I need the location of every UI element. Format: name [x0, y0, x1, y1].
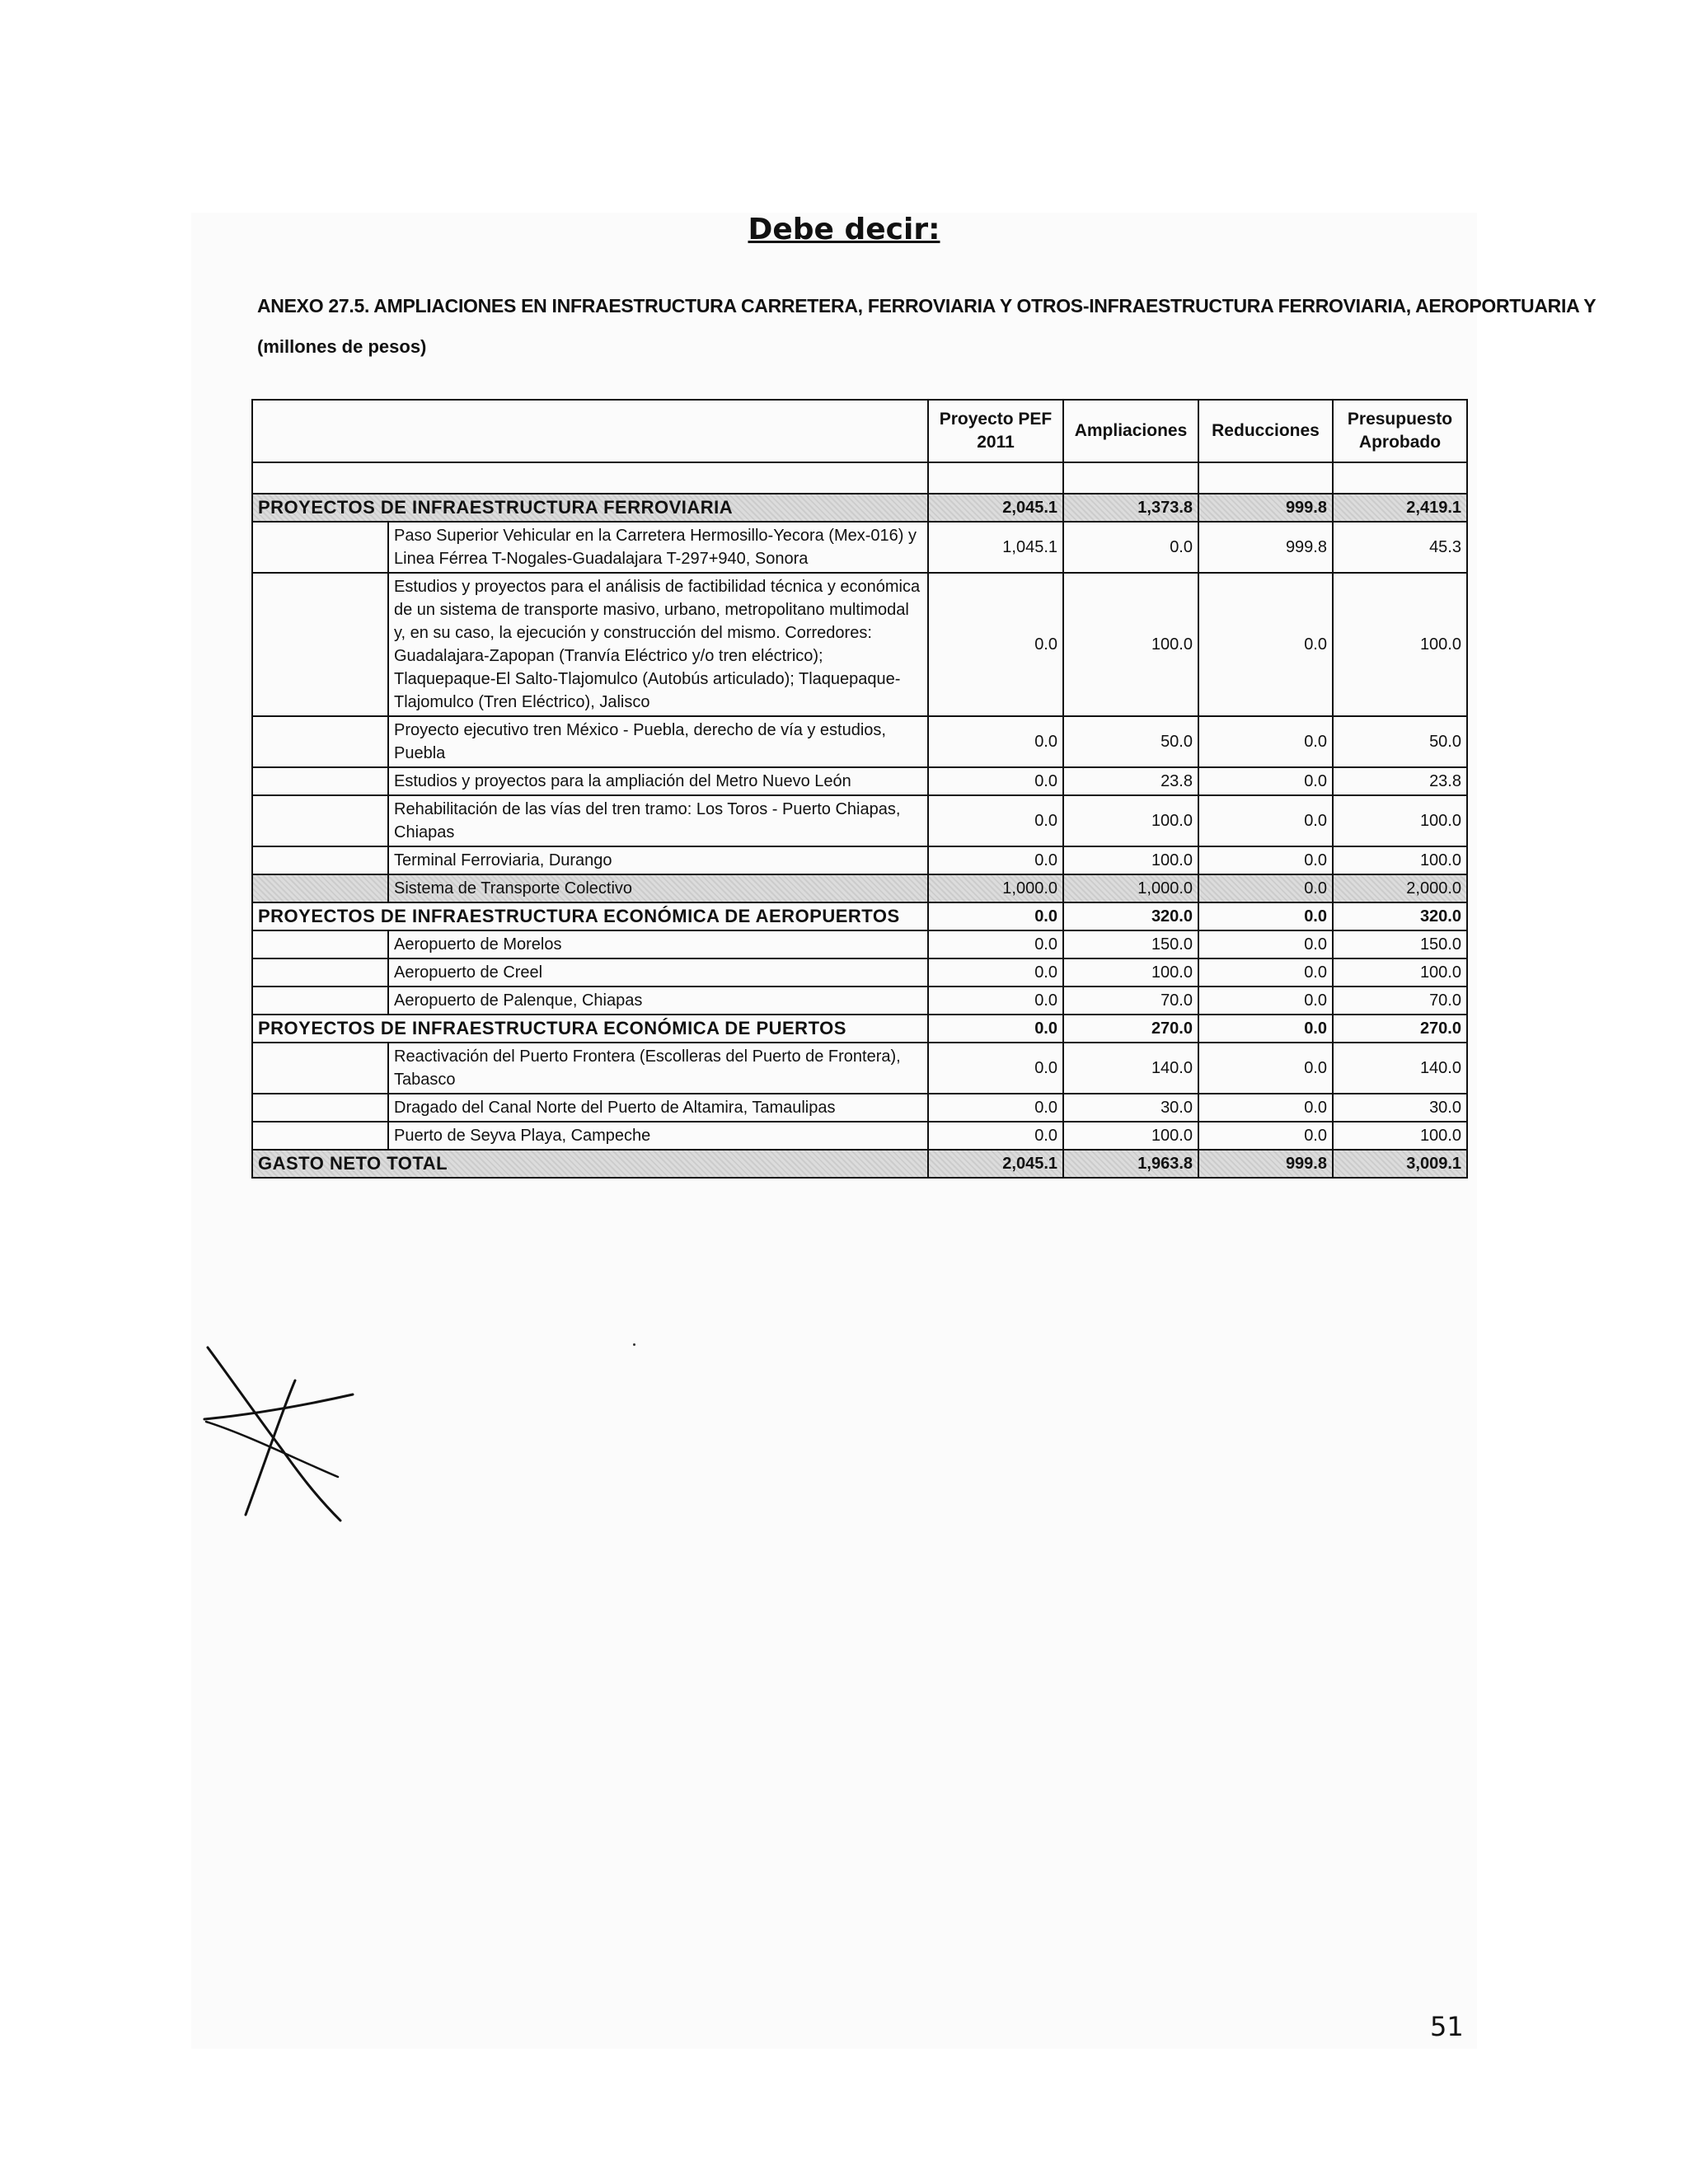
value-cell: 270.0 — [1063, 1015, 1198, 1043]
value-cell: 100.0 — [1333, 846, 1467, 874]
value-cell: 150.0 — [1333, 930, 1467, 958]
value-cell: 30.0 — [1333, 1094, 1467, 1122]
value-cell: 999.8 — [1198, 494, 1333, 522]
row-label: Proyecto ejecutivo tren México - Puebla, derecho de vía y estudios, Puebla — [388, 716, 928, 767]
row-label: Terminal Ferroviaria, Durango — [388, 846, 928, 874]
value-cell: 2,045.1 — [928, 494, 1063, 522]
section-title: PROYECTOS DE INFRAESTRUCTURA ECONÓMICA DE AEROPUERTOS — [252, 902, 928, 930]
table-row — [252, 987, 1467, 1015]
section-title: PROYECTOS DE INFRAESTRUCTURA FERROVIARIA — [252, 494, 928, 522]
indent-cell — [252, 573, 388, 716]
value-cell: 320.0 — [1063, 902, 1198, 930]
value-cell: 0.0 — [1198, 1122, 1333, 1150]
value-cell: 0.0 — [928, 573, 1063, 716]
value-cell: 100.0 — [1063, 1122, 1198, 1150]
value-cell: 0.0 — [1198, 846, 1333, 874]
table-row — [252, 958, 1467, 987]
value-cell: 0.0 — [1063, 522, 1198, 573]
value-cell: 270.0 — [1333, 1015, 1467, 1043]
indent-cell — [252, 846, 388, 874]
value-cell: 0.0 — [928, 902, 1063, 930]
page-number: 51 — [1430, 2011, 1464, 2042]
row-label: Estudios y proyectos para el análisis de factibilidad técnica y económica de un sistema de transporte masivo, urbano, metropolitano multimodal y, en su caso, la ejecución y construcción del mismo. Corredores: Guadalajara-Zapopan (Tranvía Eléctrico y/o tren eléctrico); Tlaquepaque-El Salto-Tlajomulco (Autobús articulado); Tlaquepaque-Tlajomulco (Tren Eléctrico), Jalisco — [388, 573, 928, 716]
value-cell: 0.0 — [1198, 930, 1333, 958]
value-cell: 0.0 — [928, 795, 1063, 846]
table-row — [252, 1122, 1467, 1150]
page-heading: Debe decir: — [748, 213, 940, 246]
row-label: Aeropuerto de Morelos — [388, 930, 928, 958]
value-cell: 70.0 — [1333, 987, 1467, 1015]
column-header: Proyecto PEF 2011 — [928, 400, 1063, 462]
value-cell: 0.0 — [1198, 767, 1333, 795]
value-cell: 999.8 — [1198, 1150, 1333, 1178]
value-cell: 0.0 — [1198, 874, 1333, 902]
value-cell: 140.0 — [1333, 1043, 1467, 1094]
value-cell: 0.0 — [1198, 716, 1333, 767]
value-cell: 0.0 — [928, 1122, 1063, 1150]
column-header: Ampliaciones — [1063, 400, 1198, 462]
value-cell: 2,000.0 — [1333, 874, 1467, 902]
value-cell: 0.0 — [1198, 987, 1333, 1015]
value-cell: 0.0 — [928, 1015, 1063, 1043]
value-cell: 0.0 — [928, 930, 1063, 958]
value-cell: 0.0 — [928, 716, 1063, 767]
row-label: Aeropuerto de Palenque, Chiapas — [388, 987, 928, 1015]
value-cell: 2,045.1 — [928, 1150, 1063, 1178]
value-cell: 0.0 — [928, 987, 1063, 1015]
value-cell: 150.0 — [1063, 930, 1198, 958]
value-cell: 1,373.8 — [1063, 494, 1198, 522]
value-cell: 100.0 — [1333, 795, 1467, 846]
section-row — [252, 902, 1467, 930]
value-cell: 100.0 — [1333, 1122, 1467, 1150]
handwritten-signature — [196, 1343, 361, 1533]
value-cell: 0.0 — [928, 958, 1063, 987]
value-cell: 23.8 — [1063, 767, 1198, 795]
value-cell: 2,419.1 — [1333, 494, 1467, 522]
indent-cell — [252, 874, 388, 902]
value-cell: 45.3 — [1333, 522, 1467, 573]
table-row — [252, 573, 1467, 716]
indent-cell — [252, 958, 388, 987]
value-cell: 0.0 — [928, 846, 1063, 874]
table-row — [252, 795, 1467, 846]
value-cell: 50.0 — [1333, 716, 1467, 767]
indent-cell — [252, 1094, 388, 1122]
header-blank-cell — [252, 400, 928, 462]
row-label: Reactivación del Puerto Frontera (Escolleras del Puerto de Frontera), Tabasco — [388, 1043, 928, 1094]
row-label: Aeropuerto de Creel — [388, 958, 928, 987]
value-cell: 100.0 — [1333, 958, 1467, 987]
value-cell: 100.0 — [1063, 795, 1198, 846]
section-row — [252, 494, 1467, 522]
value-cell: 0.0 — [1198, 1094, 1333, 1122]
annex-title: ANEXO 27.5. AMPLIACIONES EN INFRAESTRUCTURA CARRETERA, FERROVIARIA Y OTROS-INFRAESTRUCTURA FERROVIARIA, AEROPORTUARIA Y — [257, 295, 1597, 316]
row-label: Rehabilitación de las vías del tren tramo: Los Toros - Puerto Chiapas, Chiapas — [388, 795, 928, 846]
table-spacer-row — [252, 462, 1467, 494]
row-label: Sistema de Transporte Colectivo — [388, 874, 928, 902]
value-cell: 100.0 — [1063, 846, 1198, 874]
scan-speck — [633, 1343, 635, 1346]
total-row — [252, 1150, 1467, 1178]
value-cell: 0.0 — [928, 767, 1063, 795]
value-cell: 1,045.1 — [928, 522, 1063, 573]
value-cell: 50.0 — [1063, 716, 1198, 767]
value-cell: 999.8 — [1198, 522, 1333, 573]
indent-cell — [252, 987, 388, 1015]
table-row — [252, 1094, 1467, 1122]
value-cell: 0.0 — [928, 1043, 1063, 1094]
table-row — [252, 716, 1467, 767]
value-cell: 0.0 — [1198, 958, 1333, 987]
value-cell: 1,000.0 — [928, 874, 1063, 902]
value-cell: 3,009.1 — [1333, 1150, 1467, 1178]
column-header: Reducciones — [1198, 400, 1333, 462]
table-row — [252, 767, 1467, 795]
value-cell: 140.0 — [1063, 1043, 1198, 1094]
value-cell: 100.0 — [1063, 958, 1198, 987]
value-cell: 0.0 — [1198, 902, 1333, 930]
total-label: GASTO NETO TOTAL — [252, 1150, 928, 1178]
indent-cell — [252, 716, 388, 767]
indent-cell — [252, 930, 388, 958]
indent-cell — [252, 1043, 388, 1094]
budget-table — [251, 399, 1468, 1179]
row-label: Puerto de Seyva Playa, Campeche — [388, 1122, 928, 1150]
value-cell: 0.0 — [1198, 795, 1333, 846]
indent-cell — [252, 795, 388, 846]
table-row — [252, 930, 1467, 958]
value-cell: 70.0 — [1063, 987, 1198, 1015]
value-cell: 30.0 — [1063, 1094, 1198, 1122]
row-label: Dragado del Canal Norte del Puerto de Altamira, Tamaulipas — [388, 1094, 928, 1122]
indent-cell — [252, 522, 388, 573]
table-row — [252, 1043, 1467, 1094]
indent-cell — [252, 1122, 388, 1150]
value-cell: 0.0 — [1198, 1043, 1333, 1094]
value-cell: 1,000.0 — [1063, 874, 1198, 902]
value-cell: 0.0 — [1198, 573, 1333, 716]
row-label: Estudios y proyectos para la ampliación del Metro Nuevo León — [388, 767, 928, 795]
table-row — [252, 522, 1467, 573]
section-title: PROYECTOS DE INFRAESTRUCTURA ECONÓMICA DE PUERTOS — [252, 1015, 928, 1043]
annex-subtitle: (millones de pesos) — [257, 336, 427, 357]
value-cell: 100.0 — [1333, 573, 1467, 716]
section-row — [252, 1015, 1467, 1043]
table-row — [252, 846, 1467, 874]
table-header-row — [252, 400, 1467, 462]
value-cell: 23.8 — [1333, 767, 1467, 795]
indent-cell — [252, 767, 388, 795]
row-label: Paso Superior Vehicular en la Carretera Hermosillo-Yecora (Mex-016) y Linea Férrea T-Nogales-Guadalajara T-297+940, Sonora — [388, 522, 928, 573]
value-cell: 320.0 — [1333, 902, 1467, 930]
table-row — [252, 874, 1467, 902]
value-cell: 0.0 — [1198, 1015, 1333, 1043]
column-header: Presupuesto Aprobado — [1333, 400, 1467, 462]
value-cell: 100.0 — [1063, 573, 1198, 716]
value-cell: 0.0 — [928, 1094, 1063, 1122]
value-cell: 1,963.8 — [1063, 1150, 1198, 1178]
